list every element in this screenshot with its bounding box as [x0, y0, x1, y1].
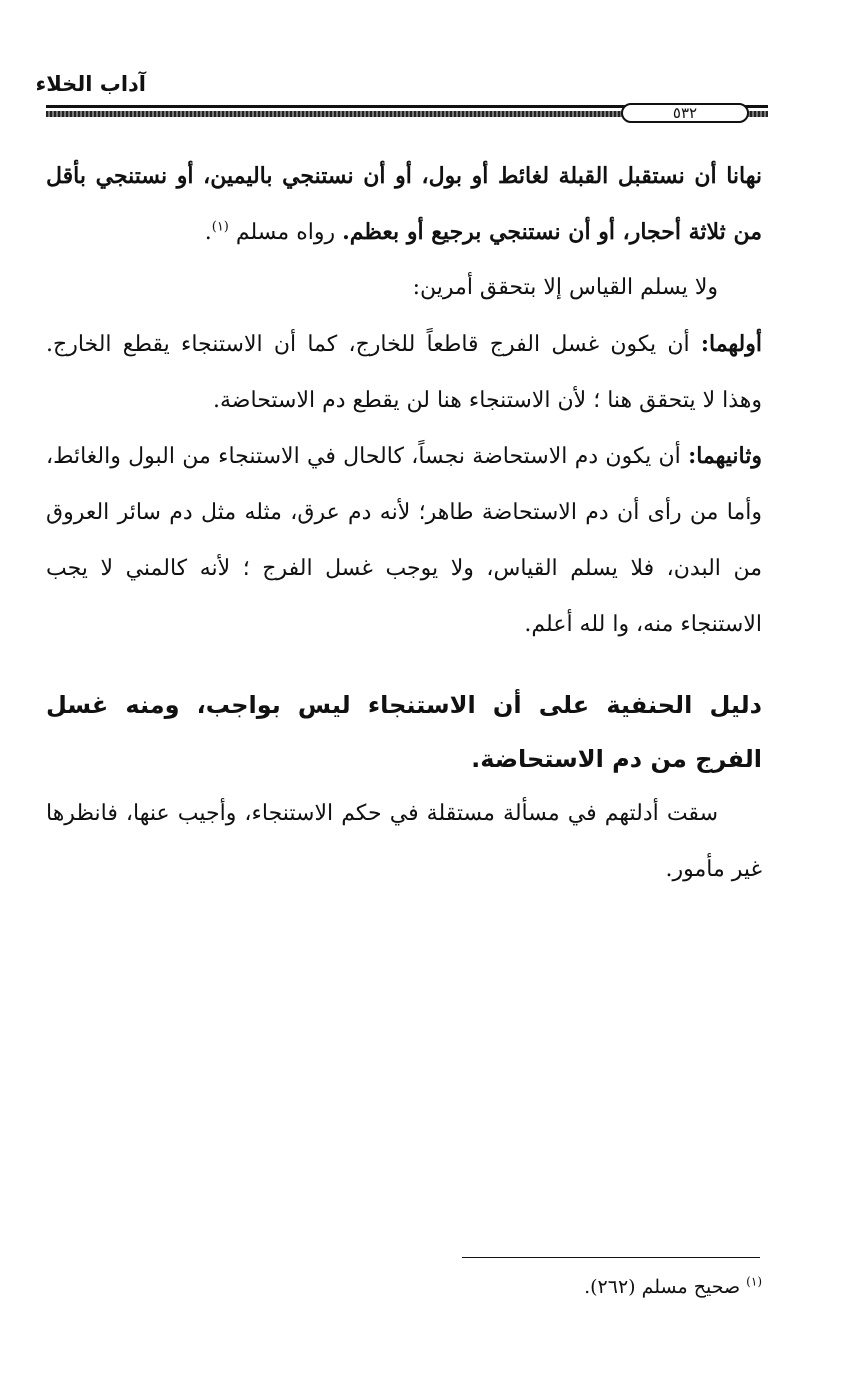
- footnote-marker-1: (١): [746, 1274, 762, 1289]
- hadith-text: نهانا أن نستقبل القبلة لغائط أو بول، أو أن نستنجي باليمين، أو نستنجي بأقل من ثلاثة أحجار، أو أن نستنجي برجيع أو بعظم.: [46, 163, 762, 245]
- conditions-intro-paragraph: ولا يسلم القياس إلا بتحقق أمرين:: [412, 275, 718, 300]
- first-condition-text: أن يكون غسل الفرج قاطعاً للخارج، كما أن الاستنجاء يقطع الخارج. وهذا لا يتحقق هنا ؛ لأن الاستنجاء هنا لن يقطع دم الاستحاضة.: [46, 332, 762, 413]
- second-condition-label: وثانيهما:: [688, 443, 762, 469]
- second-condition-paragraph: [46, 428, 762, 653]
- section-heading: دليل الحنفية على أن الاستنجاء ليس بواجب، ومنه غسل الفرج من دم الاستحاضة.: [46, 691, 762, 773]
- second-condition-text: أن يكون دم الاستحاضة نجساً، كالحال في الاستنجاء من البول والغائط، وأما من رأى أن دم الاستحاضة طاهر؛ لأنه دم عرق، مثله مثل دم سائر العروق من البدن، فلا يسلم القياس، ولا يوجب غسل الفرج ؛ لأنه كالمني لا يجب الاستنجاء منه، وا لله أعلم.: [46, 444, 762, 637]
- footnote-separator: [462, 1257, 760, 1258]
- section-paragraph: سقت أدلتهم في مسألة مستقلة في حكم الاستنجاء، وأجيب عنها، فانظرها غير مأمور.: [46, 801, 762, 882]
- first-condition-label: أولهما:: [700, 331, 762, 357]
- hadith-source: رواه مسلم: [228, 220, 343, 245]
- hadith-paragraph: [46, 148, 762, 261]
- footnote-text-1: صحيح مسلم (٢٦٢).: [584, 1276, 747, 1298]
- page-number: ٥٣٢: [621, 103, 749, 123]
- hadith-end-punctuation: .: [204, 220, 212, 245]
- header-rule: [46, 103, 768, 123]
- footnote-1: [584, 1276, 762, 1298]
- footnote-reference-1[interactable]: (١): [211, 219, 229, 235]
- running-title: آداب الخلاء: [35, 72, 146, 96]
- first-condition-paragraph: [46, 316, 762, 429]
